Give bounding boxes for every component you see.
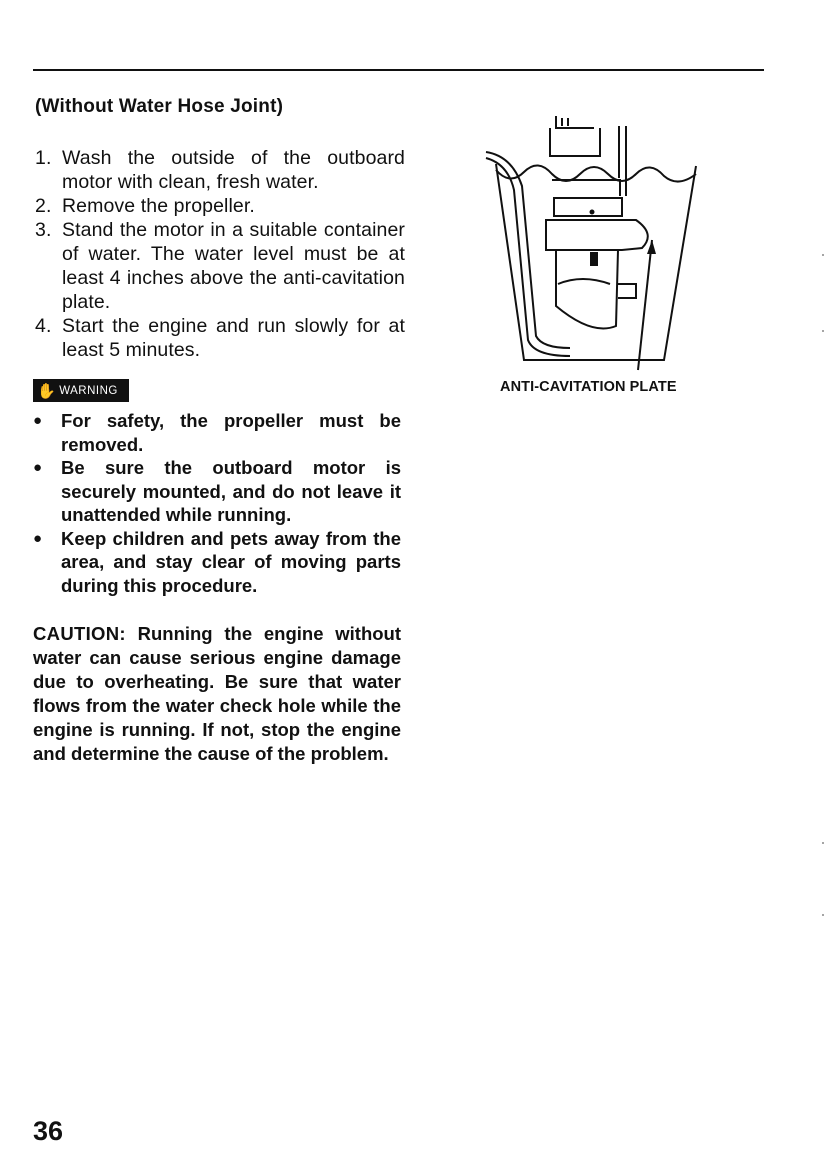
page-number: 36 (33, 1116, 64, 1146)
warning-text: Be sure the outboard motor is securely mounted, and do not leave it unattended while running. (61, 457, 401, 525)
caution-label: CAUTION: (33, 623, 126, 644)
section-heading: (Without Water Hose Joint) (35, 96, 284, 117)
step-text: Wash the outside of the outboard motor with clean, fresh water. (62, 147, 405, 193)
step-number: 4. (35, 315, 52, 337)
scan-speck (822, 842, 824, 844)
outboard-motor-illustration (482, 116, 702, 371)
warning-list (33, 409, 401, 597)
scan-speck (822, 914, 824, 916)
pointer-arrow-icon (647, 240, 656, 254)
water-check-icon (590, 252, 598, 266)
top-rule (33, 69, 764, 71)
warning-hand-icon: ✋ (37, 382, 57, 400)
step-number: 3. (35, 219, 52, 241)
warning-text: Keep children and pets away from the area, and stay clear of moving parts during this procedure. (61, 527, 401, 596)
bullet-icon: ● (33, 459, 43, 476)
step-item (35, 218, 405, 314)
step-text: Stand the motor in a suitable container of water. The water level must be at least 4 inches above the anti-cavitation plate. (62, 219, 405, 313)
bullet-icon: ● (33, 529, 43, 547)
step-item (35, 194, 405, 218)
anti-cavitation-plate (546, 220, 648, 250)
warning-label: WARNING (59, 384, 118, 397)
caution-paragraph (33, 622, 401, 766)
step-number: 1. (35, 147, 52, 169)
screw-icon (590, 210, 595, 215)
step-item (35, 314, 405, 362)
step-number: 2. (35, 195, 52, 217)
caution-text: Running the engine without water can cause serious engine damage due to overheating. Be sure that water flows from the water check hole while the engine is running. If not, stop the engine and determine the cause of the problem. (33, 623, 402, 764)
figure-caption: ANTI-CAVITATION PLATE (500, 379, 677, 395)
warning-text: For safety, the propeller must be removed. (61, 410, 401, 455)
warning-badge (33, 379, 129, 402)
procedure-steps (35, 146, 405, 362)
scan-speck (822, 254, 824, 256)
step-text: Remove the propeller. (62, 195, 255, 217)
bullet-icon: ● (33, 412, 43, 429)
warning-item (33, 456, 401, 527)
scan-speck (822, 330, 824, 332)
warning-item (33, 527, 401, 598)
step-item (35, 146, 405, 194)
step-text: Start the engine and run slowly for at least 5 minutes. (62, 315, 405, 361)
warning-item (33, 409, 401, 456)
